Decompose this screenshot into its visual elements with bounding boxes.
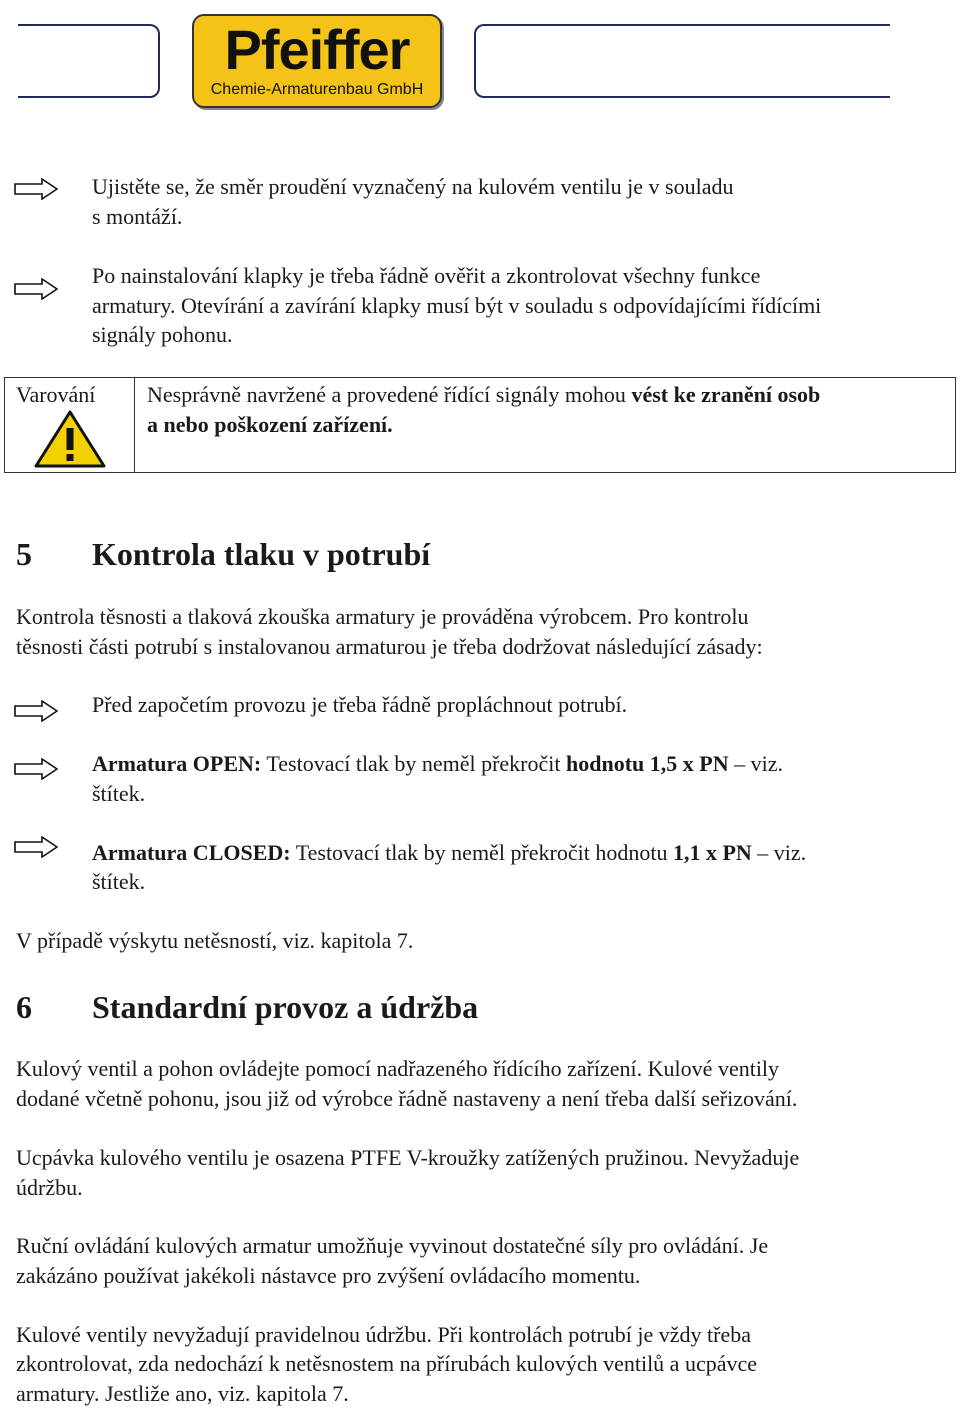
paragraph-line: V případě výskytu netěsností, viz. kapitola 7. bbox=[16, 928, 414, 953]
arrow-right-icon bbox=[14, 278, 58, 300]
paragraph-line: Ucpávka kulového ventilu je osazena PTFE V-kroužky zatížených pružinou. Nevyžaduje bbox=[16, 1145, 800, 1170]
bullet-text-line: Armatura OPEN: Testovací tlak by neměl překročit hodnotu 1,5 x PN – viz. bbox=[92, 751, 783, 776]
warning-text-line-2: a nebo poškození zařízení. bbox=[147, 412, 393, 437]
bullet-text-line: signály pohonu. bbox=[92, 322, 233, 347]
logo-subtitle: Chemie-Armaturenbau GmbH bbox=[210, 81, 424, 98]
logo-name: Pfeiffer bbox=[224, 18, 410, 81]
paragraph-line: údržbu. bbox=[16, 1175, 83, 1200]
arrow-right-icon bbox=[14, 178, 58, 200]
paragraph-line: těsnosti části potrubí s instalovanou armaturou je třeba dodržovat následující zásady: bbox=[16, 634, 763, 659]
bullet-text-line: armatury. Otevírání a zavírání klapky musí být v souladu s odpovídajícími řídícími bbox=[92, 293, 822, 318]
warning-triangle-icon bbox=[34, 410, 106, 468]
bullet-text-line: Ujistěte se, že směr proudění vyznačený na kulovém ventilu je v souladu bbox=[92, 174, 734, 199]
paragraph-line: Kulový ventil a pohon ovládejte pomocí nadřazeného řídícího zařízení. Kulové ventily bbox=[16, 1056, 780, 1081]
warning-label: Varování bbox=[16, 382, 96, 407]
section-5-number: 5 bbox=[16, 536, 32, 572]
warning-text-line-1: Nesprávně navržené a provedené řídící signály mohou vést ke zranění osob bbox=[147, 382, 821, 407]
paragraph-line: dodané včetně pohonu, jsou již od výrobce řádně nastaveny a není třeba další seřizování. bbox=[16, 1086, 798, 1111]
paragraph-line: Kontrola těsnosti a tlaková zkouška armatury je prováděna výrobcem. Pro kontrolu bbox=[16, 604, 749, 629]
paragraph-line: Kulové ventily nevyžadují pravidelnou údržbu. Při kontrolách potrubí je vždy třeba bbox=[16, 1322, 751, 1347]
header-frame-right bbox=[474, 24, 890, 98]
bullet-text-line: s montáží. bbox=[92, 204, 183, 229]
paragraph-line: zkontrolovat, zda nedochází k netěsnostem na přírubách kulových ventilů a ucpávce bbox=[16, 1351, 758, 1376]
bullet-text-line: štítek. bbox=[92, 781, 146, 806]
header-frame-left bbox=[18, 24, 160, 98]
warning-divider bbox=[134, 377, 135, 473]
arrow-right-icon bbox=[14, 700, 58, 722]
bullet-text-line: štítek. bbox=[92, 869, 146, 894]
bullet-text-line: Před započetím provozu je třeba řádně propláchnout potrubí. bbox=[92, 692, 628, 717]
section-6-title: Standardní provoz a údržba bbox=[92, 989, 479, 1025]
paragraph-line: zakázáno používat jakékoli nástavce pro zvýšení ovládacího momentu. bbox=[16, 1263, 641, 1288]
arrow-right-icon bbox=[14, 758, 58, 780]
section-6-number: 6 bbox=[16, 989, 32, 1025]
paragraph-line: armatury. Jestliže ano, viz. kapitola 7. bbox=[16, 1381, 349, 1406]
section-5-title: Kontrola tlaku v potrubí bbox=[92, 536, 431, 572]
company-logo bbox=[192, 14, 442, 108]
bullet-text-line: Armatura CLOSED: Testovací tlak by neměl překročit hodnotu 1,1 x PN – viz. bbox=[92, 840, 807, 865]
paragraph-line: Ruční ovládání kulových armatur umožňuje vyvinout dostatečné síly pro ovládání. Je bbox=[16, 1233, 769, 1258]
arrow-right-icon bbox=[14, 836, 58, 858]
bullet-text-line: Po nainstalování klapky je třeba řádně ověřit a zkontrolovat všechny funkce bbox=[92, 263, 761, 288]
